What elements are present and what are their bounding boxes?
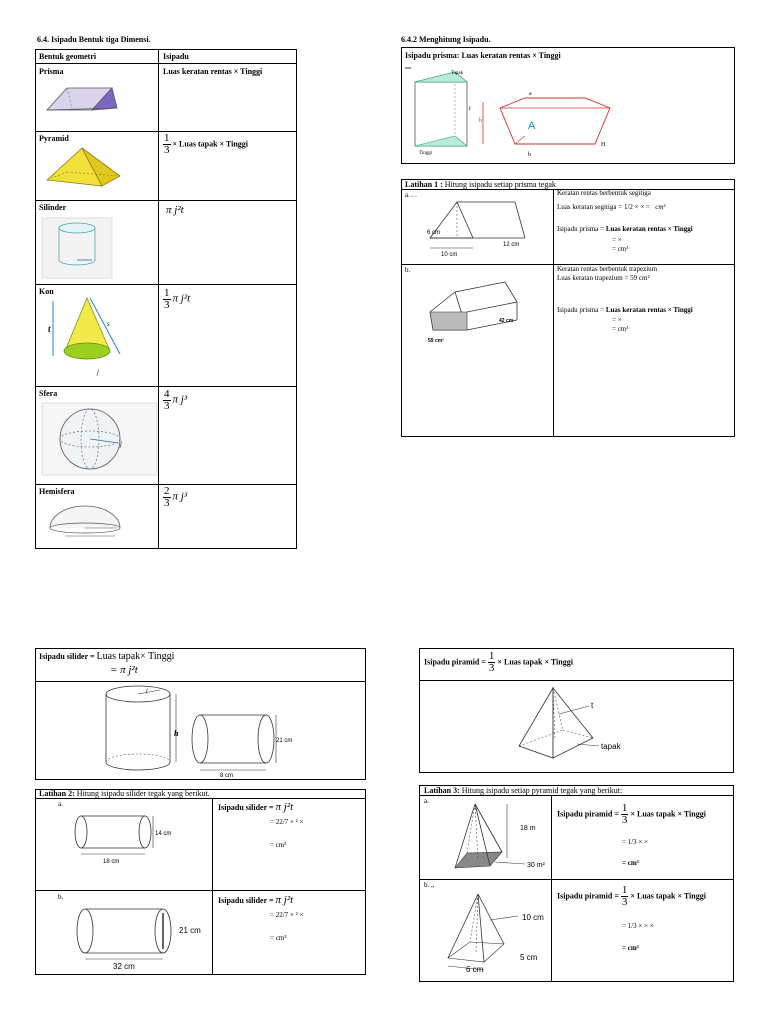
- formula-prisma: Luas keratan rentas × Tinggi: [163, 67, 263, 76]
- latihan2-b-eq2: = cm³: [270, 934, 287, 942]
- prism-figure: [42, 80, 122, 120]
- latihan1-a-dim-w: 10 cm: [441, 252, 458, 258]
- svg-text:s: s: [107, 320, 110, 328]
- latihan1-b-text1: Keratan rentas berbentuk trapezium: [557, 265, 658, 273]
- latihan2-a-formula: Isipadu silider = π j²t: [218, 801, 294, 813]
- latihan1-b-text2: Luas keratan trapezium = 59 cm²: [557, 274, 650, 282]
- latihan1-b-eq2: = cm³: [612, 325, 629, 333]
- latihan3-a-eq1: = 1/3 × ×: [622, 838, 649, 846]
- table-divider: [158, 49, 159, 549]
- prism-illustration: [405, 64, 725, 159]
- cylinder-label-d: 21 cm: [276, 738, 293, 744]
- latihan1-a-dim-h: 6 cm: [427, 230, 441, 236]
- latihan1-a-eq1: = ×: [612, 236, 622, 244]
- latihan1-b-dim-l: 42 cm: [499, 318, 514, 324]
- latihan3-b-eq1: = 1/3 × × ×: [622, 922, 654, 930]
- latihan2-b-dim-len: 32 cm: [113, 962, 135, 971]
- shape-name-hemisfera: Hemisfera: [39, 487, 75, 496]
- pyramid-figure: [42, 146, 122, 192]
- latihan2-a-label: a.: [58, 800, 63, 808]
- shape-name-prisma: Prisma: [39, 67, 64, 76]
- shape-name-pyramid: Pyramid: [39, 134, 69, 143]
- latihan1-b-label: b.: [405, 266, 411, 274]
- latihan2-b-formula: Isipadu silider = π j²t: [218, 894, 294, 906]
- latihan1-title: Latihan 1 : Hitung isipadu setiap prisma tegak: [405, 180, 556, 189]
- shape-name-silinder: Silinder: [39, 203, 67, 212]
- prism-formula-header: Isipadu prisma: Luas keratan rentas × Tinggi: [405, 51, 561, 60]
- svg-text:j: j: [120, 440, 122, 448]
- latihan3-a-formula: Isipadu piramid = $\frac{1}{3}$ × Luas tapak × Tinggi: [557, 802, 706, 826]
- prism-label-big-a: A: [528, 120, 536, 132]
- sphere-figure: [42, 403, 157, 475]
- prism-label-t: t: [469, 106, 471, 112]
- latihan3-b-label: b. ,,: [424, 881, 435, 889]
- latihan2-b-eq1: = 22/7 × ² ×: [270, 911, 304, 919]
- latihan2-a-eq2: = cm³: [270, 841, 287, 849]
- latihan2-a-cylinder: [75, 810, 185, 868]
- formula-silinder: π j²t: [166, 204, 184, 216]
- pyramid-label-tapak: tapak: [601, 742, 621, 751]
- latihan1-a-prism: [425, 196, 535, 260]
- col-header-volume: Isipadu: [163, 52, 189, 61]
- latihan3-a-label: a.: [424, 797, 429, 805]
- cylinder-label-j: j: [146, 688, 148, 694]
- latihan2-title: Latihan 2: Hitung isipadu silider tegak yang berikut.: [39, 789, 210, 798]
- latihan3-b-dim-h: 10 cm: [522, 913, 544, 922]
- shape-name-kon: Kon: [39, 287, 54, 296]
- latihan2-a-dim-d: 14 cm: [155, 831, 172, 837]
- latihan3-title: Latihan 3: Hitung isipadu setiap pyramid tegak yang berikut:: [424, 786, 623, 795]
- latihan1-b-text3: Isipadu prisma = Luas keratan rentas × Tinggi: [557, 306, 693, 314]
- section-title-calc: 6.4.2 Menghitung Isipadu.: [401, 35, 491, 44]
- latihan1-a-dim-l: 12 cm: [503, 242, 520, 248]
- latihan2-a-eq1: = 22/7 × ² ×: [270, 818, 304, 826]
- latihan1-b-prism: [425, 276, 535, 346]
- latihan3-b-pyramid: [440, 890, 555, 974]
- prism-label-tapak: Tapak: [451, 71, 464, 76]
- pyramid-label-t: t: [591, 701, 594, 710]
- latihan1-a-text2: Luas keratan segitiga = 1/2 × × = cm²: [557, 203, 666, 211]
- cone-figure: [45, 296, 125, 376]
- latihan1-a-label: a. . .: [405, 191, 417, 199]
- latihan2-b-cylinder: [75, 903, 205, 971]
- section-title-3d: 6.4. Isipadu Bentuk tiga Dimensi.: [37, 35, 151, 44]
- latihan2-b-label: b.: [58, 893, 64, 901]
- latihan1-b-eq1: = ×: [612, 316, 622, 324]
- svg-text:j: j: [97, 368, 99, 376]
- prism-label-a: a: [529, 91, 532, 97]
- cylinder-formula-header: Isipadu silider = Luas tapak× Tinggi: [39, 651, 175, 662]
- svg-text:t: t: [48, 324, 51, 334]
- hemisphere-figure: [45, 500, 125, 542]
- latihan3-a-dim-h: 18 m: [520, 825, 536, 832]
- pyramid-formula-header: Isipadu piramid = $\frac{1}{3}$ × Luas tapak × Tinggi: [424, 650, 573, 674]
- cylinder-illustration: [100, 684, 310, 779]
- prism-label-tinggi: Tinggi: [419, 151, 433, 156]
- latihan3-a-pyramid: [445, 800, 555, 878]
- latihan1-a-eq2: = cm³: [612, 245, 629, 253]
- prism-label-big-h: H: [601, 142, 606, 148]
- latihan3-a-dim-area: 30 m²: [527, 862, 545, 869]
- latihan3-b-eq2: = cm³: [622, 944, 639, 952]
- shape-name-sfera: Sfera: [39, 389, 58, 398]
- latihan3-b-dim-l: 6 cm: [466, 965, 484, 974]
- formula-hemisfera: $\frac{2}{3}$ π j³: [164, 485, 188, 509]
- latihan2-b-dim-d: 21 cm: [179, 926, 201, 935]
- pyramid-illustration: [515, 684, 635, 764]
- prism-label-h: h: [479, 118, 482, 124]
- cylinder-label-h: h: [174, 729, 179, 738]
- latihan1-b-dim-area: 59 cm²: [428, 338, 444, 344]
- cylinder-label-len: 8 cm: [220, 773, 234, 779]
- formula-pyramid: $\frac{1}{3}$ × Luas tapak × Tinggi: [164, 132, 249, 156]
- prism-label-b: b: [528, 152, 531, 158]
- latihan1-a-text1: Keratan rentas berbentuk segitiga: [557, 189, 651, 197]
- latihan3-b-dim-w: 5 cm: [520, 953, 538, 962]
- col-header-shape: Bentuk geometri: [39, 52, 97, 61]
- cylinder-figure: [42, 218, 112, 278]
- formula-sfera: $\frac{4}{3}$ π j³: [164, 388, 188, 412]
- latihan3-a-eq2: = cm³: [622, 859, 639, 867]
- latihan1-a-text3: Isipadu prisma = Luas keratan rentas × Tinggi: [557, 225, 693, 233]
- formula-kon: $\frac{1}{3}$ π j²t: [164, 287, 191, 311]
- cylinder-formula-eq2: = π j²t: [110, 664, 138, 676]
- latihan3-b-formula: Isipadu piramid = $\frac{1}{3}$ × Luas tapak × Tinggi: [557, 884, 706, 908]
- latihan2-a-dim-len: 18 cm: [103, 859, 120, 865]
